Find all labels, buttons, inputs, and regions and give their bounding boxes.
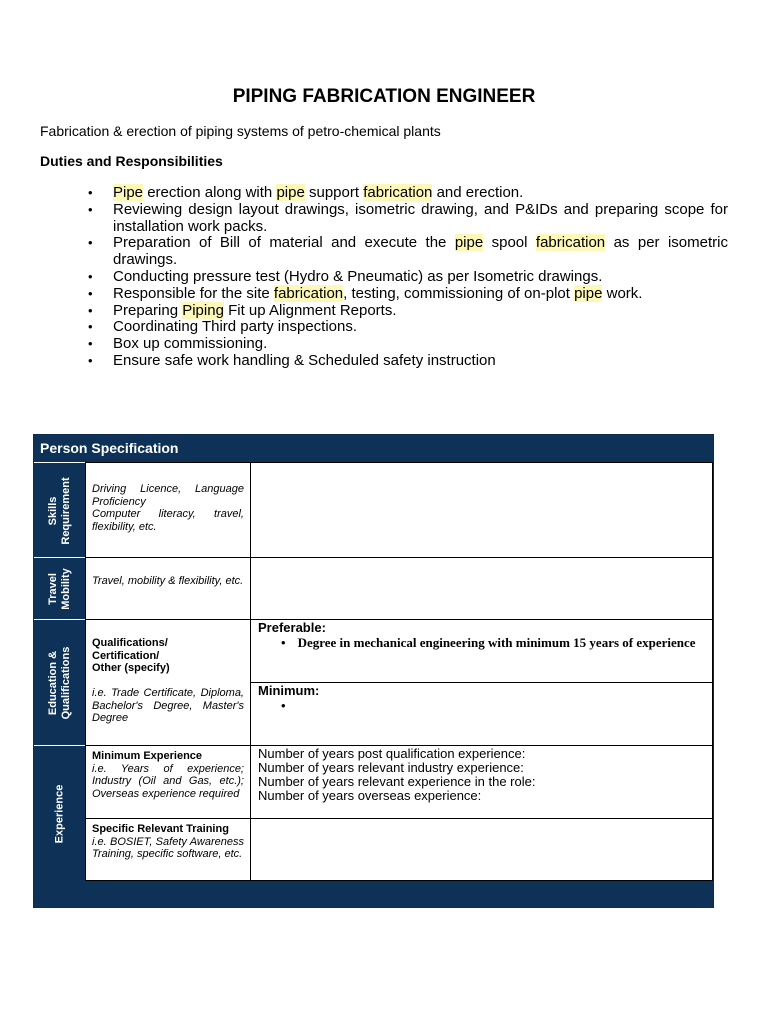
experience-line: Number of years overseas experience: (258, 788, 482, 803)
skills-side-text (47, 477, 73, 544)
skills-desc-cell (85, 462, 251, 558)
list-item: • Reviewing design layout drawings, isometric drawing, and P&IDs and preparing scope for installation work packs. (88, 202, 728, 236)
preferable-item (281, 635, 696, 651)
min-experience-desc (92, 750, 244, 800)
education-desc-cell (85, 619, 251, 746)
travel-desc: Travel, mobility & flexibility, etc. (92, 575, 244, 587)
text-run: support (304, 184, 364, 201)
travel-desc-cell (85, 557, 251, 620)
highlight: pipe (276, 184, 305, 201)
preferable-label (258, 621, 326, 635)
education-label-line: Certification/ (92, 649, 160, 662)
preferable-label-text: Preferable: (258, 620, 326, 635)
highlight: Pipe (113, 184, 144, 201)
text-run: Responsible for the site (113, 284, 274, 302)
side-line: Mobility (59, 568, 72, 610)
min-experience-text: i.e. Years of experience; Industry (Oil and Gas, etc.); Overseas experience required (92, 762, 244, 800)
side-line: Skills (46, 496, 59, 525)
education-label (92, 637, 244, 675)
skills-value-cell (250, 462, 713, 558)
spec-header (34, 435, 713, 462)
experience-side-label (34, 745, 85, 882)
education-desc: i.e. Trade Certificate, Diploma, Bachelor's Degree, Master's Degree (92, 687, 244, 725)
text-run: work. (602, 284, 643, 302)
duties-list (88, 185, 728, 370)
experience-value-cell (250, 745, 713, 819)
list-item (88, 286, 728, 303)
text-run: , testing, commissioning of on-plot (343, 284, 575, 302)
list-item (88, 303, 728, 320)
duties-heading: Duties and Responsibilities (40, 153, 223, 169)
list-item: • Conducting pressure test (Hydro & Pneumatic) as per Isometric drawings. (88, 269, 728, 286)
text-run: and erection. (432, 184, 524, 201)
travel-value-cell (250, 557, 713, 620)
side-line: Requirement (59, 476, 72, 545)
text-run: spool (483, 234, 536, 252)
training-value-cell (250, 818, 713, 881)
training-label: Specific Relevant Training (92, 823, 229, 835)
minimum-cell (250, 682, 713, 746)
text-run: as per isometric drawings. (113, 234, 728, 269)
preferable-item-text: Degree in mechanical engineering with minimum 15 years of experience (297, 635, 696, 650)
experience-lines (258, 747, 535, 803)
preferable-cell (250, 619, 713, 683)
text-run: Preparation of Bill of material and execute the (113, 234, 455, 252)
skills-desc-line: Driving Licence, Language Proficiency (92, 483, 244, 508)
highlight: fabrication (273, 284, 344, 302)
list-item (88, 235, 728, 269)
list-item (88, 185, 728, 202)
experience-line: Number of years relevant experience in the role: (258, 774, 536, 789)
side-line: Education & (46, 650, 59, 716)
highlight: pipe (574, 284, 603, 302)
minimum-label (258, 684, 319, 698)
person-spec-table (33, 434, 714, 908)
spec-header-label: Person Specification (40, 440, 179, 456)
skills-side-label (34, 462, 85, 558)
text-run: Fit up Alignment Reports. (223, 301, 397, 319)
experience-side-text: Experience (53, 784, 65, 844)
skills-desc-line: Computer literacy, travel, flexibility, etc. (92, 508, 244, 533)
highlight: fabrication (535, 234, 606, 252)
training-cell (85, 818, 251, 881)
text-run: erection along with (143, 184, 277, 201)
education-side-text (47, 647, 73, 720)
list-item: • Coordinating Third party inspections. (88, 319, 728, 336)
training-text: i.e. BOSIET, Safety Awareness Training, specific software, etc. (92, 835, 244, 861)
bullet: • (281, 635, 286, 650)
minimum-item (281, 698, 286, 714)
education-side-label (34, 619, 85, 746)
side-line: Qualifications (59, 646, 72, 720)
highlight: Piping (182, 301, 224, 319)
highlight: fabrication (363, 184, 433, 201)
travel-side-text (47, 568, 73, 610)
list-item: • Box up commissioning. (88, 336, 728, 353)
travel-side-label (34, 557, 85, 620)
page-title: PIPING FABRICATION ENGINEER (232, 86, 536, 107)
minimum-label-text: Minimum: (258, 683, 320, 698)
spec-footer (34, 881, 713, 907)
min-experience-cell (85, 745, 251, 819)
education-label-line: Other (specify) (92, 662, 170, 675)
training-desc (92, 823, 244, 861)
experience-line: Number of years relevant industry experience: (258, 760, 524, 775)
education-label-line: Qualifications/ (92, 637, 168, 649)
min-experience-label: Minimum Experience (92, 750, 203, 762)
bullet: • (281, 698, 286, 713)
intro-text: Fabrication & erection of piping systems of petro-chemical plants (40, 123, 441, 139)
list-item: • Ensure safe work handling & Scheduled safety instruction (88, 353, 728, 370)
text-run: Preparing (113, 301, 183, 319)
highlight: pipe (454, 234, 484, 252)
experience-line: Number of years post qualification experience: (258, 746, 526, 761)
skills-desc (92, 483, 244, 533)
side-line: Travel (46, 573, 59, 605)
